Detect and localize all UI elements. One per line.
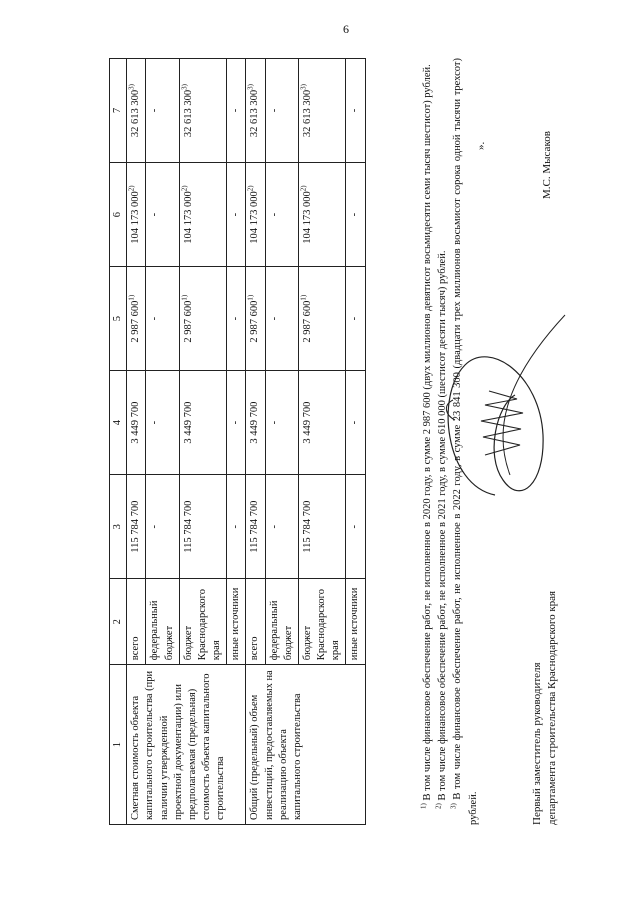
footnote-mark: 2) xyxy=(299,185,308,192)
value-cell: - xyxy=(346,371,365,475)
signer-position xyxy=(530,591,561,825)
value-text: 2 987 600 xyxy=(182,300,194,343)
value-cell: - xyxy=(227,163,246,267)
value-cell: - xyxy=(146,371,179,475)
value-cell: - xyxy=(265,163,298,267)
value-text: 104 173 000 xyxy=(130,191,142,244)
footnote-mark: 1) xyxy=(419,803,428,809)
value-cell xyxy=(127,59,146,163)
value-cell xyxy=(179,163,227,267)
footnote-text: В том числе финансовое обеспечение работ, не исполненное в 2020 году, в сумме 2 987 600 (двух миллионов девятисот восьмидесяти семи тысяч шестисот) рублей. xyxy=(422,64,433,804)
footnote-mark: 3) xyxy=(299,84,308,90)
funding-source: бюджет Краснодарского края xyxy=(298,579,346,665)
footnote-mark: 2) xyxy=(434,803,443,809)
footnote-mark: 3) xyxy=(180,84,189,90)
funding-source: федеральный бюджет xyxy=(146,579,179,665)
footnote-mark: 1) xyxy=(127,294,136,301)
value-cell: - xyxy=(227,267,246,371)
funding-source: иные источники xyxy=(227,579,246,665)
header-cell: 2 xyxy=(110,579,127,665)
value-cell: - xyxy=(346,59,365,163)
table-header-row xyxy=(110,59,127,825)
signature-image xyxy=(425,305,575,515)
footnote-mark: 1) xyxy=(246,294,255,301)
value-cell: - xyxy=(146,59,179,163)
header-cell: 1 xyxy=(110,665,127,825)
value-text: 32 613 300 xyxy=(249,89,261,138)
signer-name: М.С. Мысаков xyxy=(541,131,553,199)
header-cell: 7 xyxy=(110,59,127,163)
value-cell: - xyxy=(265,475,298,579)
value-cell: - xyxy=(265,267,298,371)
funding-source: всего xyxy=(127,579,146,665)
value-cell: 3 449 700 xyxy=(127,371,146,475)
rotated-content xyxy=(70,50,590,885)
value-cell: 3 449 700 xyxy=(246,371,265,475)
value-cell: 3 449 700 xyxy=(298,371,346,475)
page-number: 6 xyxy=(343,22,349,36)
value-cell xyxy=(127,267,146,371)
funding-source: бюджет Краснодарского края xyxy=(179,579,227,665)
value-cell xyxy=(179,59,227,163)
footnote-mark: 2) xyxy=(246,185,255,192)
funding-source: всего xyxy=(246,579,265,665)
value-text: 2 987 600 xyxy=(130,300,142,343)
table-row xyxy=(127,59,146,825)
group-title: Сметная стоимость объекта капитального строительства (при наличии утвержденной проектной документации) или предполагаемая (предельная) стоимость объекта капитального строительства xyxy=(127,665,246,825)
footnote-text: В том числе финансовое обеспечение работ, не исполненное в 2021 году, в сумме 610 000 (шестисот десяти тысяч) рублей. xyxy=(437,250,449,804)
value-cell: - xyxy=(227,475,246,579)
footnote-mark: 3) xyxy=(449,803,458,809)
footnote-mark: 2) xyxy=(180,185,189,192)
value-cell xyxy=(298,59,346,163)
table-row xyxy=(246,59,265,825)
header-cell: 6 xyxy=(110,163,127,267)
value-cell xyxy=(246,267,265,371)
value-cell: 115 784 700 xyxy=(179,475,227,579)
value-cell: - xyxy=(227,371,246,475)
value-cell xyxy=(246,59,265,163)
value-text: 32 613 300 xyxy=(301,89,313,138)
value-text: 104 173 000 xyxy=(182,191,194,244)
footnote-mark: 1) xyxy=(299,294,308,301)
group-title: Общий (предельный) объем инвестиций, предоставляемых на реализацию объекта капитального строительства xyxy=(246,665,365,825)
value-cell: - xyxy=(265,371,298,475)
value-text: 104 173 000 xyxy=(249,191,261,244)
value-text: 104 173 000 xyxy=(301,191,313,244)
value-cell: 115 784 700 xyxy=(298,475,346,579)
value-cell: - xyxy=(346,163,365,267)
signer-position-line: департамента строительства Краснодарского края xyxy=(546,590,559,825)
value-text: 32 613 300 xyxy=(182,89,194,138)
value-cell: - xyxy=(146,163,179,267)
footnote-mark: 1) xyxy=(180,294,189,301)
header-cell: 4 xyxy=(110,371,127,475)
value-cell: - xyxy=(346,267,365,371)
value-cell xyxy=(246,163,265,267)
closing-quote: ». xyxy=(475,141,487,150)
value-cell: - xyxy=(346,475,365,579)
footnote-mark: 3) xyxy=(246,84,255,90)
footnote-text: В том числе финансовое обеспечение работ, не исполненное в 2022 году, в сумме 23 841 300 (двадцати трех миллионов восьмисот сорока одной тысячи трехсот) рублей. xyxy=(452,58,479,825)
value-cell: - xyxy=(146,267,179,371)
funding-source: иные источники xyxy=(346,579,365,665)
value-text: 32 613 300 xyxy=(130,89,142,138)
footnote-mark: 2) xyxy=(127,185,136,192)
header-cell: 3 xyxy=(110,475,127,579)
value-cell xyxy=(298,163,346,267)
value-cell: 115 784 700 xyxy=(246,475,265,579)
value-cell: - xyxy=(146,475,179,579)
value-cell xyxy=(127,163,146,267)
value-cell xyxy=(179,267,227,371)
value-cell: 3 449 700 xyxy=(179,371,227,475)
value-cell: - xyxy=(265,59,298,163)
signer-position-line: Первый заместитель руководителя xyxy=(531,662,543,825)
value-text: 2 987 600 xyxy=(249,300,261,343)
value-text: 2 987 600 xyxy=(301,300,313,343)
investment-table xyxy=(109,58,366,825)
value-cell xyxy=(298,267,346,371)
header-cell: 5 xyxy=(110,267,127,371)
funding-source: федеральный бюджет xyxy=(265,579,298,665)
footnote-mark: 3) xyxy=(127,84,136,90)
value-cell: - xyxy=(227,59,246,163)
value-cell: 115 784 700 xyxy=(127,475,146,579)
